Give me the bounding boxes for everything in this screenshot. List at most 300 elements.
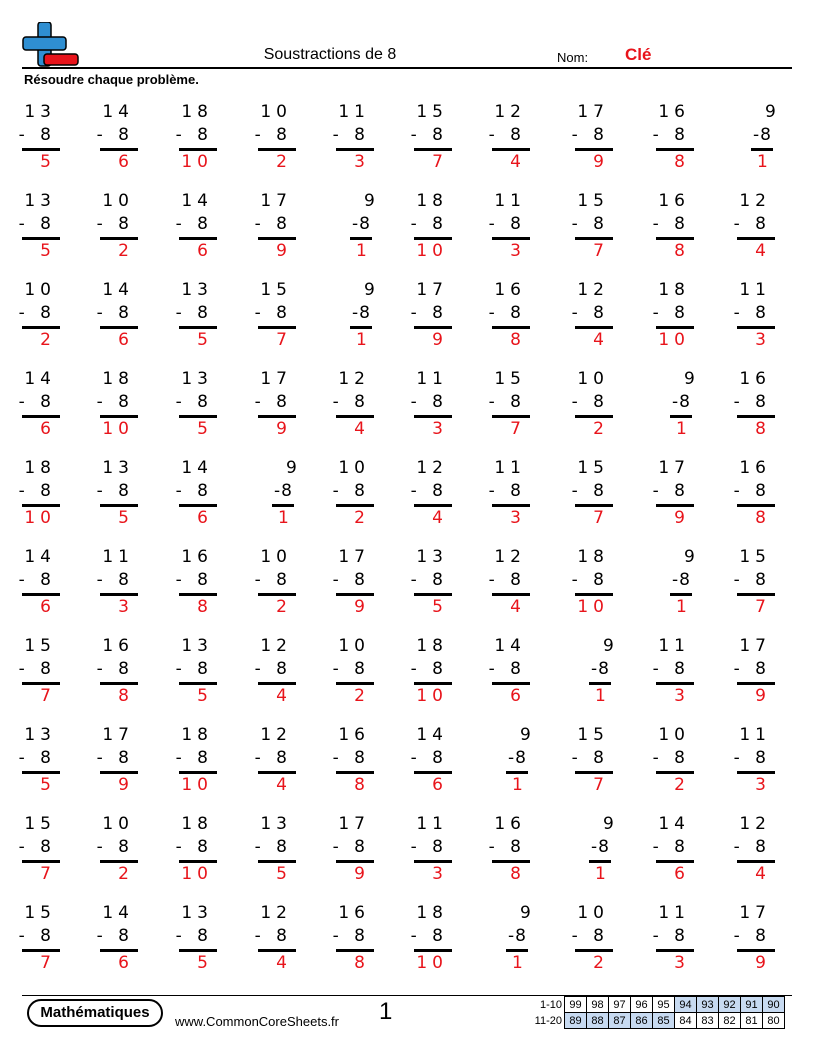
problem (715, 369, 775, 449)
problem-answer: 8 (674, 152, 690, 172)
problem-subtrahend: - 8 (254, 392, 292, 412)
problem-divider (100, 860, 138, 863)
problem-subtrahend: - 8 (733, 570, 771, 590)
problem-divider (414, 771, 452, 774)
problem (314, 458, 374, 538)
problem (78, 814, 138, 894)
problem-minuend: 10 (577, 903, 609, 923)
problem-minuend: 15 (24, 903, 56, 923)
problem-divider (414, 504, 452, 507)
problem-answer: 1 (356, 241, 372, 261)
problem-subtrahend: - 8 (488, 570, 526, 590)
problem (236, 102, 296, 182)
problem (157, 725, 217, 805)
score-cell: 88 (587, 1013, 609, 1029)
problem (78, 280, 138, 360)
problem-minuend: 16 (739, 369, 771, 389)
problem (236, 280, 296, 360)
problem-answer: 8 (510, 330, 526, 350)
problem-divider (737, 860, 775, 863)
problem-minuend: 9 (765, 102, 781, 122)
problem (0, 636, 60, 716)
problem (236, 191, 296, 271)
instructions: Résoudre chaque problème. (24, 72, 199, 87)
problem (0, 191, 60, 271)
problem-minuend: 13 (416, 547, 448, 567)
problem (78, 547, 138, 627)
problem-minuend: 11 (658, 903, 690, 923)
problem-minuend: 11 (739, 725, 771, 745)
problem-subtrahend: - 8 (488, 392, 526, 412)
score-cell: 92 (719, 997, 741, 1013)
problem-subtrahend: - 8 (96, 659, 134, 679)
problem-divider (737, 237, 775, 240)
problem-subtrahend: - 8 (18, 214, 56, 234)
problem-answer: 4 (755, 241, 771, 261)
problem-subtrahend: -8 (672, 570, 691, 590)
problem-divider (258, 949, 296, 952)
problem-minuend: 15 (577, 458, 609, 478)
problem (78, 458, 138, 538)
problem (470, 191, 530, 271)
problem-answer: 9 (118, 775, 134, 795)
problem-subtrahend: - 8 (652, 659, 690, 679)
problem (634, 458, 694, 538)
problem-divider (492, 237, 530, 240)
problem-subtrahend: - 8 (175, 659, 213, 679)
problem-subtrahend: - 8 (410, 748, 448, 768)
problem-divider (656, 326, 694, 329)
problem (236, 814, 296, 894)
problem-subtrahend: - 8 (488, 214, 526, 234)
problem-answer: 9 (593, 152, 609, 172)
problem-minuend: 11 (658, 636, 690, 656)
problem (553, 903, 613, 983)
problem-divider (179, 771, 217, 774)
problem-divider (575, 326, 613, 329)
problem-subtrahend: - 8 (571, 125, 609, 145)
problem-subtrahend: - 8 (96, 303, 134, 323)
problem-answer: 2 (674, 775, 690, 795)
problem-answer: 8 (354, 953, 370, 973)
problem (392, 725, 452, 805)
score-key (530, 996, 785, 1029)
problem (0, 280, 60, 360)
problem-minuend: 12 (739, 814, 771, 834)
problem-answer: 4 (593, 330, 609, 350)
problem-answer: 3 (755, 775, 771, 795)
problem (587, 814, 627, 894)
problem-subtrahend: -8 (672, 392, 691, 412)
problem-subtrahend: -8 (591, 837, 610, 857)
problem-divider (22, 949, 60, 952)
problem-subtrahend: - 8 (18, 303, 56, 323)
problem-answer: 3 (432, 864, 448, 884)
problem-minuend: 10 (260, 102, 292, 122)
problem-divider (737, 682, 775, 685)
problem-minuend: 17 (658, 458, 690, 478)
problem-subtrahend: - 8 (254, 748, 292, 768)
problem (236, 903, 296, 983)
problem-answer: 8 (197, 597, 213, 617)
problem-answer: 2 (118, 241, 134, 261)
problem (553, 369, 613, 449)
problem-subtrahend: - 8 (733, 659, 771, 679)
problem-minuend: 16 (102, 636, 134, 656)
problem-subtrahend: - 8 (571, 392, 609, 412)
problem-subtrahend: - 8 (571, 214, 609, 234)
problem (634, 725, 694, 805)
problem-divider (670, 593, 692, 596)
problem-subtrahend: -8 (508, 926, 527, 946)
problem-minuend: 11 (416, 369, 448, 389)
problem-subtrahend: - 8 (571, 481, 609, 501)
problem-answer: 9 (674, 508, 690, 528)
problem (392, 903, 452, 983)
problem-minuend: 14 (181, 458, 213, 478)
problem-subtrahend: - 8 (332, 659, 370, 679)
problem-divider (258, 148, 296, 151)
problem-divider (179, 593, 217, 596)
problem-divider (751, 148, 773, 151)
problem-minuend: 18 (577, 547, 609, 567)
problem-divider (656, 949, 694, 952)
problem (270, 458, 310, 538)
problem-subtrahend: - 8 (652, 837, 690, 857)
problem-answer: 7 (593, 508, 609, 528)
score-cell: 84 (675, 1013, 697, 1029)
problem-subtrahend: - 8 (254, 837, 292, 857)
problem (0, 458, 60, 538)
problem-answer: 5 (432, 597, 448, 617)
problem-answer: 5 (197, 330, 213, 350)
problem-answer: 1 (676, 419, 692, 439)
problem-minuend: 17 (577, 102, 609, 122)
problem-divider (258, 326, 296, 329)
problem-answer: 10 (102, 419, 134, 439)
problem-subtrahend: -8 (753, 125, 772, 145)
problem-subtrahend: - 8 (175, 570, 213, 590)
score-cell: 90 (763, 997, 785, 1013)
problem-subtrahend: - 8 (652, 214, 690, 234)
problem-divider (737, 326, 775, 329)
score-cell: 85 (653, 1013, 675, 1029)
problem-subtrahend: - 8 (410, 214, 448, 234)
problem-divider (656, 237, 694, 240)
problem-answer: 1 (676, 597, 692, 617)
problem-minuend: 15 (24, 814, 56, 834)
problem-answer: 8 (674, 241, 690, 261)
problem-minuend: 10 (260, 547, 292, 567)
problem-minuend: 18 (181, 725, 213, 745)
problem (0, 369, 60, 449)
problem (553, 725, 613, 805)
problem-answer: 5 (197, 419, 213, 439)
problem-divider (575, 237, 613, 240)
problem-divider (737, 771, 775, 774)
problem-divider (656, 860, 694, 863)
problem (78, 636, 138, 716)
problem-answer: 1 (757, 152, 773, 172)
problem-divider (336, 771, 374, 774)
problem-minuend: 11 (102, 547, 134, 567)
problem-divider (492, 148, 530, 151)
problem-divider (22, 682, 60, 685)
problem-minuend: 16 (338, 903, 370, 923)
problem-divider (100, 326, 138, 329)
problem (470, 280, 530, 360)
problem-minuend: 17 (338, 814, 370, 834)
problem-minuend: 12 (338, 369, 370, 389)
problem-minuend: 11 (494, 191, 526, 211)
problem (392, 636, 452, 716)
problem-answer: 4 (510, 597, 526, 617)
problem (348, 191, 388, 271)
problem (314, 636, 374, 716)
problem-subtrahend: - 8 (175, 214, 213, 234)
problem-minuend: 10 (338, 458, 370, 478)
problem-divider (22, 148, 60, 151)
score-cell: 81 (741, 1013, 763, 1029)
problem-answer: 4 (755, 864, 771, 884)
problem-minuend: 18 (181, 814, 213, 834)
problem (715, 280, 775, 360)
problem-answer: 7 (40, 864, 56, 884)
problem-divider (506, 771, 528, 774)
problem-answer: 9 (354, 864, 370, 884)
problem-subtrahend: - 8 (410, 481, 448, 501)
problem-minuend: 9 (520, 725, 536, 745)
problem (236, 547, 296, 627)
problem-subtrahend: - 8 (175, 481, 213, 501)
problem-subtrahend: - 8 (18, 392, 56, 412)
problem-answer: 8 (510, 864, 526, 884)
problem (157, 191, 217, 271)
problem-minuend: 13 (181, 280, 213, 300)
problem-subtrahend: - 8 (571, 303, 609, 323)
problem (78, 725, 138, 805)
problem-subtrahend: - 8 (488, 659, 526, 679)
problem-subtrahend: - 8 (410, 837, 448, 857)
page-number: 1 (379, 998, 393, 1025)
problem (634, 903, 694, 983)
problem (157, 636, 217, 716)
problem-subtrahend: - 8 (410, 125, 448, 145)
problem-subtrahend: - 8 (332, 570, 370, 590)
problem-answer: 9 (354, 597, 370, 617)
score-cell: 89 (565, 1013, 587, 1029)
problem-divider (258, 860, 296, 863)
problem (470, 102, 530, 182)
problem-answer: 5 (197, 953, 213, 973)
problem-minuend: 13 (260, 814, 292, 834)
problem (553, 280, 613, 360)
problem-minuend: 9 (684, 547, 700, 567)
problem-answer: 6 (197, 508, 213, 528)
problem (78, 903, 138, 983)
problem-answer: 2 (593, 419, 609, 439)
problem-answer: 2 (276, 152, 292, 172)
problem-answer: 6 (40, 597, 56, 617)
problem-minuend: 17 (739, 903, 771, 923)
problem (314, 102, 374, 182)
score-range: 11-20 (534, 1014, 562, 1027)
problem (236, 725, 296, 805)
problem-answer: 6 (432, 775, 448, 795)
score-cell: 93 (697, 997, 719, 1013)
problem-subtrahend: -8 (591, 659, 610, 679)
name-value: Clé (625, 45, 652, 64)
problem-subtrahend: - 8 (571, 926, 609, 946)
score-cell: 95 (653, 997, 675, 1013)
problem-minuend: 16 (494, 280, 526, 300)
problem-minuend: 12 (494, 547, 526, 567)
problem-minuend: 14 (181, 191, 213, 211)
problem-minuend: 18 (24, 458, 56, 478)
problem-answer: 2 (40, 330, 56, 350)
problem-divider (336, 682, 374, 685)
problem-divider (336, 504, 374, 507)
problem (634, 280, 694, 360)
problem (314, 903, 374, 983)
problem-answer: 7 (510, 419, 526, 439)
problem (715, 547, 775, 627)
problem-answer: 6 (197, 241, 213, 261)
problem-subtrahend: - 8 (96, 570, 134, 590)
problem-divider (350, 237, 372, 240)
problem-subtrahend: - 8 (488, 125, 526, 145)
problem (668, 547, 708, 627)
problem (553, 458, 613, 538)
problem-answer: 9 (755, 953, 771, 973)
problem-divider (492, 593, 530, 596)
problem-minuend: 13 (181, 636, 213, 656)
problem-divider (258, 415, 296, 418)
problem-minuend: 17 (102, 725, 134, 745)
problem-minuend: 14 (102, 903, 134, 923)
problem (470, 814, 530, 894)
problem-divider (589, 860, 611, 863)
problem-answer: 6 (510, 686, 526, 706)
problem-divider (258, 682, 296, 685)
problem-minuend: 12 (260, 636, 292, 656)
problem-minuend: 17 (338, 547, 370, 567)
problem-divider (737, 415, 775, 418)
problem-divider (22, 860, 60, 863)
problem (634, 102, 694, 182)
problem-minuend: 12 (260, 903, 292, 923)
problem-answer: 7 (593, 241, 609, 261)
problem-subtrahend: - 8 (18, 570, 56, 590)
problem-subtrahend: - 8 (96, 392, 134, 412)
problem-answer: 10 (658, 330, 690, 350)
problem-divider (179, 237, 217, 240)
problem-minuend: 15 (577, 725, 609, 745)
problem-divider (350, 326, 372, 329)
problem-answer: 5 (118, 508, 134, 528)
problem-minuend: 15 (577, 191, 609, 211)
problem-minuend: 12 (260, 725, 292, 745)
problem (78, 369, 138, 449)
problem-minuend: 17 (260, 191, 292, 211)
problem (504, 903, 544, 983)
score-cell: 86 (631, 1013, 653, 1029)
problem-answer: 4 (432, 508, 448, 528)
problem-minuend: 15 (739, 547, 771, 567)
problem-divider (22, 504, 60, 507)
problem-divider (589, 682, 611, 685)
problem-minuend: 14 (494, 636, 526, 656)
problem-answer: 5 (197, 686, 213, 706)
problem-answer: 9 (276, 419, 292, 439)
problem-minuend: 12 (416, 458, 448, 478)
problem-minuend: 10 (338, 636, 370, 656)
problem-minuend: 10 (102, 191, 134, 211)
problem-subtrahend: - 8 (96, 748, 134, 768)
score-cell: 87 (609, 1013, 631, 1029)
problem-subtrahend: - 8 (175, 837, 213, 857)
score-cell: 80 (763, 1013, 785, 1029)
problem (236, 369, 296, 449)
problem-divider (656, 771, 694, 774)
problem-divider (179, 148, 217, 151)
problem-minuend: 17 (260, 369, 292, 389)
problem-divider (22, 593, 60, 596)
problem-divider (179, 504, 217, 507)
problem-subtrahend: - 8 (96, 481, 134, 501)
problem-subtrahend: - 8 (175, 392, 213, 412)
problem-subtrahend: - 8 (733, 837, 771, 857)
problem-subtrahend: - 8 (733, 303, 771, 323)
problem-minuend: 15 (24, 636, 56, 656)
problem-subtrahend: -8 (274, 481, 293, 501)
problem-divider (737, 949, 775, 952)
problem-subtrahend: - 8 (96, 125, 134, 145)
problem (157, 547, 217, 627)
problem (749, 102, 789, 182)
problem-answer: 7 (40, 686, 56, 706)
problem-minuend: 16 (739, 458, 771, 478)
problem-minuend: 16 (494, 814, 526, 834)
problem-answer: 6 (118, 330, 134, 350)
problem-minuend: 11 (739, 280, 771, 300)
problem-minuend: 12 (494, 102, 526, 122)
problem-divider (492, 326, 530, 329)
problem-divider (670, 415, 692, 418)
problem-subtrahend: - 8 (733, 392, 771, 412)
problem-answer: 5 (40, 775, 56, 795)
problem-divider (575, 504, 613, 507)
problem-answer: 1 (356, 330, 372, 350)
problem-subtrahend: - 8 (571, 748, 609, 768)
problem-subtrahend: - 8 (254, 659, 292, 679)
problem-divider (22, 237, 60, 240)
problem-subtrahend: - 8 (652, 303, 690, 323)
problem (392, 102, 452, 182)
problem (470, 369, 530, 449)
problem-subtrahend: - 8 (18, 481, 56, 501)
problem (0, 725, 60, 805)
problem-minuend: 16 (658, 191, 690, 211)
problem-minuend: 14 (24, 369, 56, 389)
page-title: Soustractions de 8 (263, 46, 397, 63)
problem-divider (100, 682, 138, 685)
problem-answer: 3 (118, 597, 134, 617)
problem-minuend: 9 (364, 191, 380, 211)
problem (157, 458, 217, 538)
problem-subtrahend: - 8 (175, 926, 213, 946)
problem (553, 102, 613, 182)
